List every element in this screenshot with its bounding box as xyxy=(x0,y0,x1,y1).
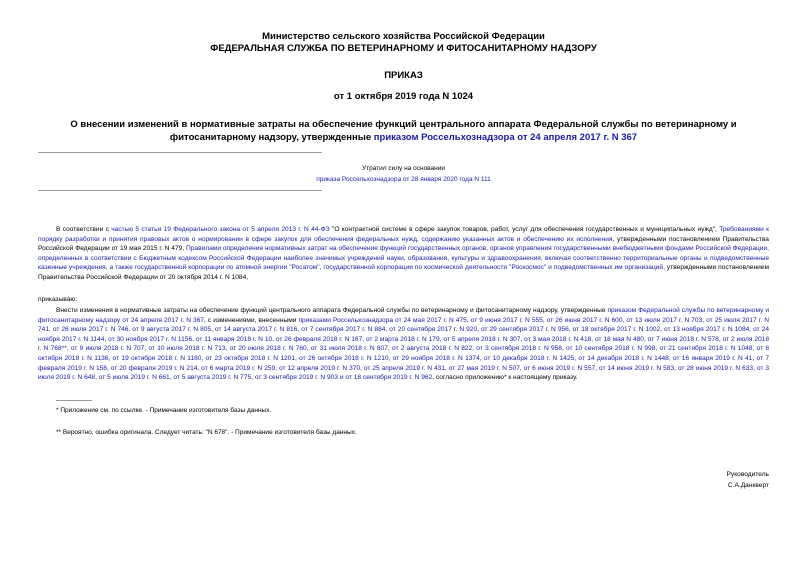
main-link-amendments[interactable]: приказами Россельхознадзора от 24 мая 2017 г. N 475, от 9 июня 2017 г. N 555, от 26 июня 2017 г. N 600, от 13 июля 2017 г. N 703, от 25 июля 2017 г. N 741, от 26 июля 2017 г. N 746, от 9 августа 2017 г. N 805, от 14 августа 2017 г. N 816, от 7 сентября 2017 г. N 884, от 20 сентября 2017 г. N 920, от 29 сентября 2017 г. N 956, от 18 октября 2017 г. N 1002, от 13 ноября 2017 г. N 1084, от 24 ноября 2017 г. N 1144, от 30 ноября 2017 г. N 1156, от 11 января 2018 г. N 10, от 26 февраля 2018 г. N 167, от 2 марта 2018 г. N 179, от 5 апреля 2018 г. N 307, от 3 мая 2018 г. N 418, от 18 мая N 480, от 7 июня 2018 г. N 578, от 2 июля 2018 г. N 768**, от 9 июля 2018 г. N 707, от 10 июля 2018 г. N 713, от 20 июля 2018 г. N 760, от 31 июля 2018 г. N 807, от 2 августа 2018 г. N 822, от 3 сентября 2018 г. N 958, от 10 сентября 2018 г. N 998, от 21 сентября 2018 г. N 1048, от 8 октября 2018 г. N 1136, от 19 октября 2018 г. N 1180, от 23 октября 2018 г. N 1201, от 26 октября 2018 г. N 1210, от 29 ноября 2018 г. N 1374, от 10 декабря 2018 г. N 1425, от 14 декабря 2018 г. N 1448, от 16 января 2019 г. N 41, от 7 февраля 2019 г. N 158, от 20 февраля 2019 г. N 214, от 6 марта 2019 г. N 259, от 12 апреля 2019 г. N 370, от 25 апреля 2019 г. N 431, от 27 мая 2019 г. N 507, от 6 июня 2019 г. N 557, от 14 июня 2019 г. N 583, от 28 июня 2019 г. N 633, от 3 июля 2019 г. N 648, от 5 июля 2019 г. N 661, от 5 августа 2019 г. N 775, от 3 сентября 2019 г. N 903 и от 18 сентября 2019 г. N 962 xyxy=(38,316,769,382)
title-text: О внесении изменений в нормативные затраты на обеспечение функций центрального аппарата Федеральной службы по ветеринарному и фитосанитарному надзору, утвержденные xyxy=(70,119,737,143)
order-word: приказываю: xyxy=(38,296,78,303)
ministry-name: Министерство сельского хозяйства Российской Федерации xyxy=(262,31,545,42)
repeal-note-link-line xyxy=(0,175,807,184)
service-name: ФЕДЕРАЛЬНАЯ СЛУЖБА ПО ВЕТЕРИНАРНОМУ И ФИТОСАНИТАРНОМУ НАДЗОРУ xyxy=(210,43,597,54)
divider-bottom xyxy=(38,190,322,191)
preamble-link-law[interactable]: частью 5 статьи 19 Федерального закона от 5 апреля 2013 г. N 44-ФЗ xyxy=(111,226,330,233)
preamble-text-1: В соответствии с xyxy=(56,226,112,233)
main-text-1: Внести изменения в нормативные затраты на обеспечение функций центрального аппарата Федеральной службы по ветеринарному и фитосанитарному надзору, утвержденные xyxy=(56,307,608,314)
repeal-note-label: Утратил силу на основании xyxy=(361,165,446,172)
preamble-link-rules[interactable]: Правилами определения нормативных затрат на обеспечение функций государственных органов, органов управления государственными внебюджетными фондами Российской Федерации, определенных в соответствии с Бюджетным кодексом Российской Федерации наиболее значимых учреждений науки, образования, культуры и здравоохранения, включая соответственно территориальные органы и подведомственные казенные учреждения, а также государственной корпорации по атомной энергии "Росатом", государственной корпорации по космической деятельности "Роскосмос" и подведомственных им организаций xyxy=(38,245,769,272)
footnote-divider xyxy=(56,400,92,401)
main-paragraph xyxy=(38,306,769,383)
preamble-paragraph xyxy=(38,225,769,283)
footnote-1: * Приложение см. по ссылке. - Примечание изготовителя базы данных. xyxy=(56,407,272,414)
main-text-3: , согласно приложению* к настоящему приказу. xyxy=(432,374,578,382)
preamble-text-3: , утвержденными постановлением Правительства Российской Федерации от 19 мая 2015 г. N 479, xyxy=(38,235,769,253)
signature-name: С.А.Данкверт xyxy=(727,482,769,489)
preamble-text-2: "О контрактной системе в сфере закупок товаров, работ, услуг для обеспечения государственных и муниципальных нужд", xyxy=(329,226,720,233)
document-type: ПРИКАЗ xyxy=(384,70,423,81)
divider-top xyxy=(38,152,322,153)
repeal-note-link[interactable]: приказа Россельхознадзора от 28 января 2020 года N 111 xyxy=(316,176,491,183)
footnote-2: ** Вероятно, ошибка оригинала. Следует читать: "N 678". - Примечание изготовителя базы данных. xyxy=(56,429,357,436)
title-link[interactable]: приказом Россельхознадзора от 24 апреля 2017 г. N 367 xyxy=(373,132,638,143)
document-title xyxy=(40,118,767,144)
main-text-2: , с изменениями, внесенными xyxy=(204,316,299,324)
preamble-text-4: , утвержденными постановлением Правительства Российской Федерации от 20 октября 2014 г. N 1084, xyxy=(38,264,769,281)
signature-position: Руководитель xyxy=(726,471,769,478)
main-link-order[interactable]: приказом Федеральной службы по ветеринарному и фитосанитарному надзору от 24 апреля 2017 г. N 367 xyxy=(38,307,769,324)
document-date-number: от 1 октября 2019 года N 1024 xyxy=(333,91,474,102)
preamble-link-requirements[interactable]: Требованиями к порядку разработки и принятия правовых актов о нормировании в сфере закупок для обеспечения федеральных нужд, содержанию указанных актов и обеспечению их исполнения xyxy=(38,226,769,243)
